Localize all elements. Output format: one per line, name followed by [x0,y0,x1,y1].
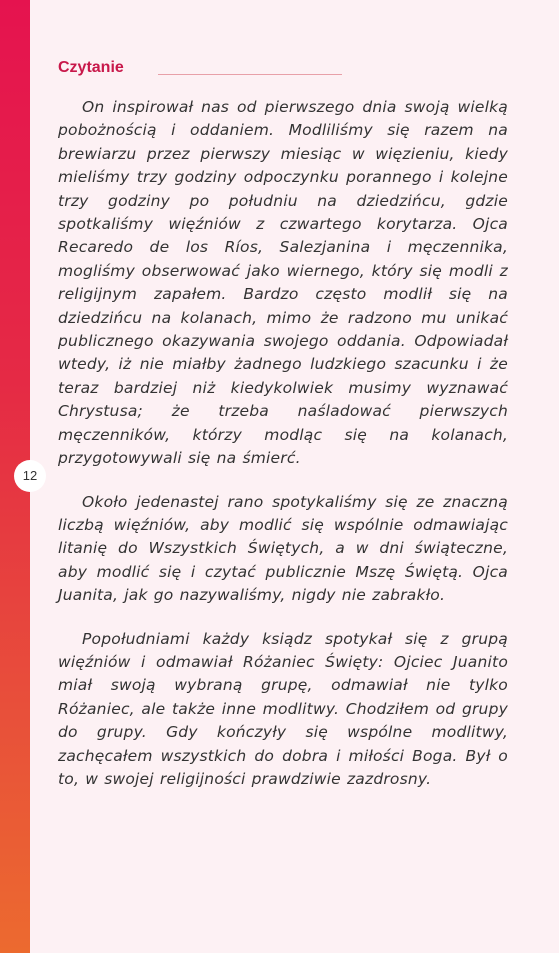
reading-body [58,96,508,811]
section-title: Czytanie [58,59,124,76]
paragraph: Popołudniami każdy ksiądz spotykał się z grupą więźniów i odmawiał Różaniec Święty: Ojciec Juanito miał swoją wybraną grupę, odmawiał nie tylko Różaniec, ale także inne modlitwy. Chodziłem od grupy do grupy. Gdy kończyły się wspólne modlitwy, zachęcałem wszystkich do dobra i miłości Boga. Był o to, w swojej religijności prawdziwie zazdrosny. [58,629,508,788]
section-header [58,58,348,82]
page-number-badge: 12 [14,460,46,492]
paragraph: On inspirował nas od pierwszego dnia swoją wielką pobożnością i oddaniem. Modliliśmy się razem na brewiarzu przez pierwszy miesiąc w więzieniu, kiedy mieliśmy trzy godziny odpoczynku porannego i kolejne trzy godziny po południu na dziedzińcu, gdzie spotkaliśmy więźniów z czwartego korytarza. Ojca Recaredo de los Ríos, Salezjanina i męczennika, mogliśmy obserwować jako wiernego, który się modli z religijnym zapałem. Bardzo często modlił się na dziedzińcu na kolanach, mimo że radzono mu unikać publicznego okazywania swojego oddania. Odpowiadał wtedy, iż nie miałby żadnego ludzkiego szacunku i że teraz bardziej niż kiedykolwiek musimy wyznawać Chrystusa; że trzeba naśladować pierwszych męczenników, którzy modląc się na kolanach, przygotowywali się na śmierć. [58,98,508,468]
title-underline-rule [158,74,342,75]
paragraph: Około jedenastej rano spotykaliśmy się ze znaczną liczbą więźniów, aby modlić się wspólnie odmawiając litanię do Wszystkich Świętych, a w dni świąteczne, aby modlić się i czytać publicznie Mszę Świętą. Ojca Juanita, jak go nazywaliśmy, nigdy nie zabrakło. [58,492,508,605]
